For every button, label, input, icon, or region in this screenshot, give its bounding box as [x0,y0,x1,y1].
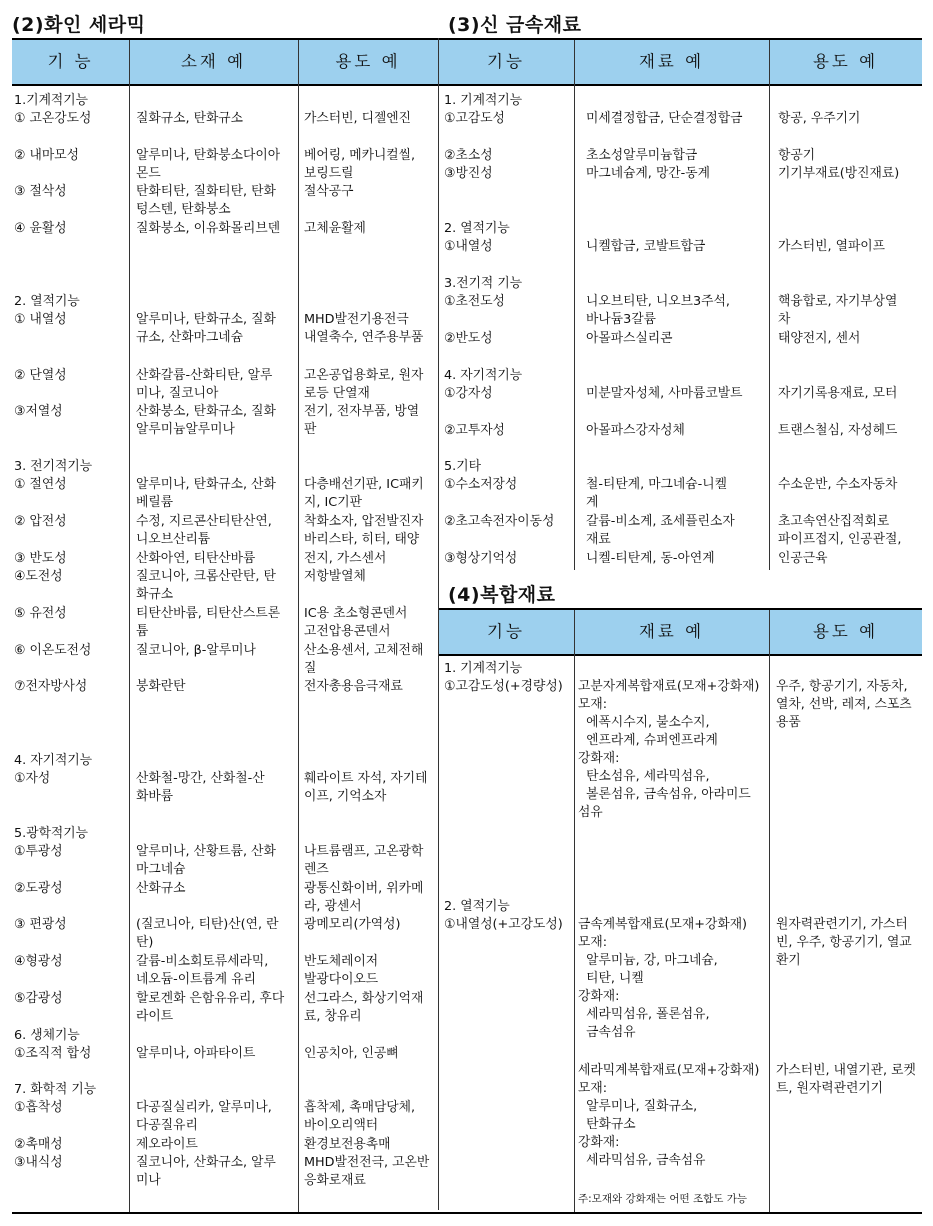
ceramics-col1-cell: 1.기계적기능 ① 고온강도성 [14,93,92,126]
ceramics-col2-cell: (질코니아, 티탄)산(연, 란 탄) [136,917,279,950]
ceramics-col1-cell: ③ 반도성 [14,551,67,566]
ceramics-col3-cell: 인공치아, 인공뼈 [304,1046,399,1061]
ceramics-col2-cell: 알루미나, 탄화규소, 산화 베릴륨 [136,477,276,510]
ceramics-col2-cell: 탄화티탄, 질화티탄, 탄화 텅스텐, 탄화붕소 [136,184,276,217]
composites-col2-cell: 금속계복합재료(모재+강화재) 모재: 알루미늄, 강, 마그네슘, 티탄, 니켈 강화재: 세라믹섬유, 폴론섬유, 금속섬유 [578,917,748,1040]
ceramics-col3-cell: MHD발전전극, 고온반 응화로재료 [304,1155,430,1188]
ceramics-col-divider [298,40,299,1212]
composites-col1-cell: 1. 기계적기능 ①고감도성(+경량성) [444,661,563,694]
ceramics-col2-cell: 할로겐화 은함유유리, 후다 라이트 [136,991,285,1024]
metals-col3-cell: 항공, 우주기기 [778,111,861,126]
ceramics-col3-cell: 광메모리(가역성) [304,917,401,932]
ceramics-col1-cell: ⑤ 유전성 [14,606,67,621]
composites-note: 주:모재와 강화재는 어떤 조합도 가능 [578,1193,748,1205]
ceramics-col2-cell: 알루미나, 탄화붕소다이아 몬드 [136,148,281,181]
ceramics-col2-cell: 질코니아, 산화규소, 알루 미나 [136,1155,276,1188]
ceramics-col2-cell: 티탄산바륨, 티탄산스트론 튬 [136,606,281,639]
ceramics-col1-cell: ⑤감광성 [14,991,63,1006]
metals-col1-cell: 2. 열적기능 ①내열성 [444,221,510,254]
ceramics-col1-cell: ⑦전자방사성 [14,679,88,694]
center-divider [438,38,439,1210]
ceramics-col3-cell: 나트륨램프, 고온광학 렌즈 [304,844,424,877]
ceramics-col1-cell: 5.광학적기능 ①투광성 [14,826,89,859]
ceramics-col3-cell: 베어링, 메카니컬씰, 보링드릴 [304,148,416,181]
metals-col2-cell: 미분말자성체, 사마륨코발트 [586,386,743,401]
ceramics-col2-cell: 산화철-망간, 산화철-산 화바륨 [136,771,265,804]
metals-col3-cell: 트랜스철심, 자성헤드 [778,423,898,438]
ceramics-col1-cell: ②도광성 [14,881,63,896]
ceramics-col1-cell: ③ 편광성 [14,917,67,932]
ceramics-col1-cell: ⑥ 이온도전성 [14,643,92,658]
ceramics-col3-cell: MHD발전기용전극 내열축수, 연주용부품 [304,312,424,345]
composites-col3-cell: 우주, 항공기기, 자동차, 열차, 선박, 레져, 스포츠 용품 [776,679,912,730]
composites-col2-cell: 세라믹계복합재료(모재+강화재) 모재: 알루미나, 질화규소, 탄화규소 강화재: 세라믹섬유, 금속섬유 [578,1063,760,1168]
ceramics-col1-cell: ③저열성 [14,404,63,419]
ceramics-col2-cell: 산화갈륨-산화티탄, 알루 미나, 질코니아 [136,368,273,401]
metals-col2-cell: 아몰파스실리콘 [586,331,673,346]
ceramics-col2-cell: 알루미나, 탄화규소, 질화 규소, 산화마그네슘 [136,312,276,345]
metals-col3-cell: 자기기록용재료, 모터 [778,386,898,401]
composites-header-material: 재료 예 [638,622,705,641]
metals-col1-cell: 5.기타 ①수소저장성 [444,459,518,492]
metals-col-divider [769,40,770,570]
ceramics-col2-cell: 알루미나, 산황트륨, 산화 마그네슘 [136,844,276,877]
ceramics-col2-cell: 다공질실리카, 알루미나, 다공질유리 [136,1100,272,1133]
ceramics-header-row [12,40,438,86]
composites-col2-cell: 고분자계복합재료(모재+강화재) 모재: 에폭시수지, 불소수지, 엔프라계, 슈퍼엔프라계 강화재: 탄소섬유, 세라믹섬유, 볼론섬유, 금속섬유, 아라미드 섬유 [578,679,760,820]
composites-header-function: 기능 [487,622,525,641]
ceramics-header-material: 소재 예 [180,52,247,71]
ceramics-col3-cell: IC용 초소형콘덴서 고전압용콘덴서 [304,606,408,639]
ceramics-col2-cell: 질코니아, β-알루미나 [136,643,256,658]
ceramics-col3-cell: 흡착제, 촉매담당체, 바이오리액터 [304,1100,416,1133]
composites-title: (4)복합재료 [448,584,556,606]
ceramics-col3-cell: 착화소자, 압전발진자 바리스타, 히터, 태양 [304,514,424,547]
ceramics-col2-cell: 제오라이트 [136,1137,198,1152]
composites-col-divider [769,610,770,1212]
metals-col2-cell: 철-티탄계, 마그네슘-니켈 계 [586,477,727,510]
metals-header-function: 기능 [487,52,525,71]
metals-col3-cell: 인공근육 [778,551,828,566]
ceramics-col3-cell: 고체윤활제 [304,221,366,236]
ceramics-header-function: 기 능 [47,52,94,71]
metals-col2-cell: 니오브티탄, 니오브3주석, 바나듐3갈륨 [586,294,730,327]
composites-col1-cell: 2. 열적기능 ①내열성(+고강도성) [444,899,563,932]
metals-col1-cell: 4. 자기적기능 ①강자성 [444,368,523,401]
ceramics-col2-cell: 산화아연, 티탄산바륨 [136,551,256,566]
metals-col2-cell: 갈륨-비소계, 죠세플린소자 재료 [586,514,735,547]
metals-header-row [438,40,922,86]
ceramics-col3-cell: 저항발열체 [304,569,366,584]
metals-col-divider [574,40,575,570]
ceramics-col1-cell: 4. 자기적기능 ①자성 [14,753,93,786]
ceramics-col2-cell: 질화규소, 탄화규소 [136,111,244,126]
ceramics-col3-cell: 전기, 전자부품, 방열 판 [304,404,420,437]
ceramics-col2-cell: 질화붕소, 이유화몰리브덴 [136,221,281,236]
metals-col3-cell: 수소운반, 수소자동차 [778,477,898,492]
ceramics-col3-cell: 절삭공구 [304,184,354,199]
ceramics-col1-cell: ③내식성 [14,1155,63,1170]
ceramics-col2-cell: 수정, 지르콘산티탄산연, 니오브산리튬 [136,514,272,547]
ceramics-col-divider [129,40,130,1212]
metals-col1-cell: ③형상기억성 [444,551,518,566]
composites-col-divider [574,610,575,1212]
metals-col3-cell: 초고속연산집적회로 파이프접지, 인공관절, [778,514,902,547]
metals-col3-cell: 핵융합로, 자기부상열 차 [778,294,898,327]
ceramics-col1-cell: ④도전성 [14,569,63,584]
ceramics-col3-cell: 훼라이트 자석, 자기테 이프, 기억소자 [304,771,428,804]
ceramics-col1-cell: 7. 화학적 기능 ①흡착성 [14,1082,97,1115]
metals-col2-cell: 니켈합금, 코발트합금 [586,239,706,254]
ceramics-col1-cell: ② 내마모성 [14,148,79,163]
ceramics-col2-cell: 질코니아, 크롬산란탄, 탄 화규소 [136,569,276,602]
composites-header-usage: 용도 예 [812,622,879,641]
ceramics-col3-cell: 다층배선기판, IC패키 지, IC기판 [304,477,424,510]
metals-col1-cell: ②초고속전자이동성 [444,514,555,529]
ceramics-col1-cell: ② 압전성 [14,514,67,529]
metals-col2-cell: 니켈-티탄계, 동-아연계 [586,551,715,566]
ceramics-header-usage: 용도 예 [335,52,401,71]
ceramics-col2-cell: 붕화란탄 [136,679,186,694]
composites-header-row [438,610,922,656]
ceramics-col1-cell: 3. 전기적기능 ① 절연성 [14,459,93,492]
ceramics-col3-cell: 산소용센서, 고체전해 질 [304,643,424,676]
ceramics-col1-cell: 2. 열적기능 ① 내열성 [14,294,80,327]
metals-col1-cell: 3.전기적 기능 ①초전도성 [444,276,523,309]
ceramics-col1-cell: ④ 윤활성 [14,221,67,236]
metals-col1-cell: ②초소성 ③방진성 [444,148,493,181]
ceramics-col2-cell: 갈륨-비소회토류세라믹, 네오듐-이트륨계 유리 [136,954,269,987]
ceramics-title: (2)화인 세라믹 [12,14,146,36]
ceramics-col1-cell: ② 단열성 [14,368,67,383]
composites-col3-cell: 원자력관련기기, 가스터 빈, 우주, 항공기기, 열교 환기 [776,917,912,968]
composites-col3-cell: 가스터빈, 내열기관, 로켓 트, 원자력관련기기 [776,1063,916,1096]
ceramics-col3-cell: 전지, 가스센서 [304,551,387,566]
metals-col1-cell: ②고투자성 [444,423,505,438]
metals-col1-cell: 1. 기계적기능 ①고감도성 [444,93,523,126]
metals-col2-cell: 아몰파스강자성체 [586,423,685,438]
ceramics-col1-cell: ③ 절삭성 [14,184,67,199]
metals-col3-cell: 항공기 기기부재료(방진재료) [778,148,900,181]
ceramics-col3-cell: 선그라스, 화상기억재 료, 창유리 [304,991,424,1024]
ceramics-col1-cell: 6. 생체기능 ①조직적 합성 [14,1028,92,1061]
ceramics-col3-cell: 전자총용음극재료 [304,679,403,694]
metals-col3-cell: 태양전지, 센서 [778,331,861,346]
ceramics-col2-cell: 알루미나, 아파타이트 [136,1046,256,1061]
ceramics-col1-cell: ②촉매성 [14,1137,63,1152]
ceramics-col3-cell: 반도체레이저 발광다이오드 [304,954,379,987]
metals-header-material: 재료 예 [638,52,705,71]
metals-col3-cell: 가스터빈, 열파이프 [778,239,886,254]
ceramics-col2-cell: 산화붕소, 탄화규소, 질화 알루미늄알루미나 [136,404,276,437]
ceramics-col3-cell: 고온공업용화로, 원자 로등 단열재 [304,368,424,401]
metals-col2-cell: 초소성알루미늄합금 마그네슘계, 망간-동계 [586,148,711,181]
metals-title: (3)신 금속재료 [448,14,582,36]
metals-col2-cell: 미세결정합금, 단순결정합금 [586,111,743,126]
metals-col1-cell: ②반도성 [444,331,493,346]
metals-header-usage: 용도 예 [812,52,879,71]
ceramics-col3-cell: 환경보전용촉매 [304,1137,391,1152]
ceramics-col3-cell: 가스터빈, 디젤엔진 [304,111,412,126]
ceramics-col1-cell: ④형광성 [14,954,63,969]
ceramics-col3-cell: 광통신화이버, 위카메 라, 광센서 [304,881,424,914]
ceramics-col2-cell: 산화규소 [136,881,186,896]
